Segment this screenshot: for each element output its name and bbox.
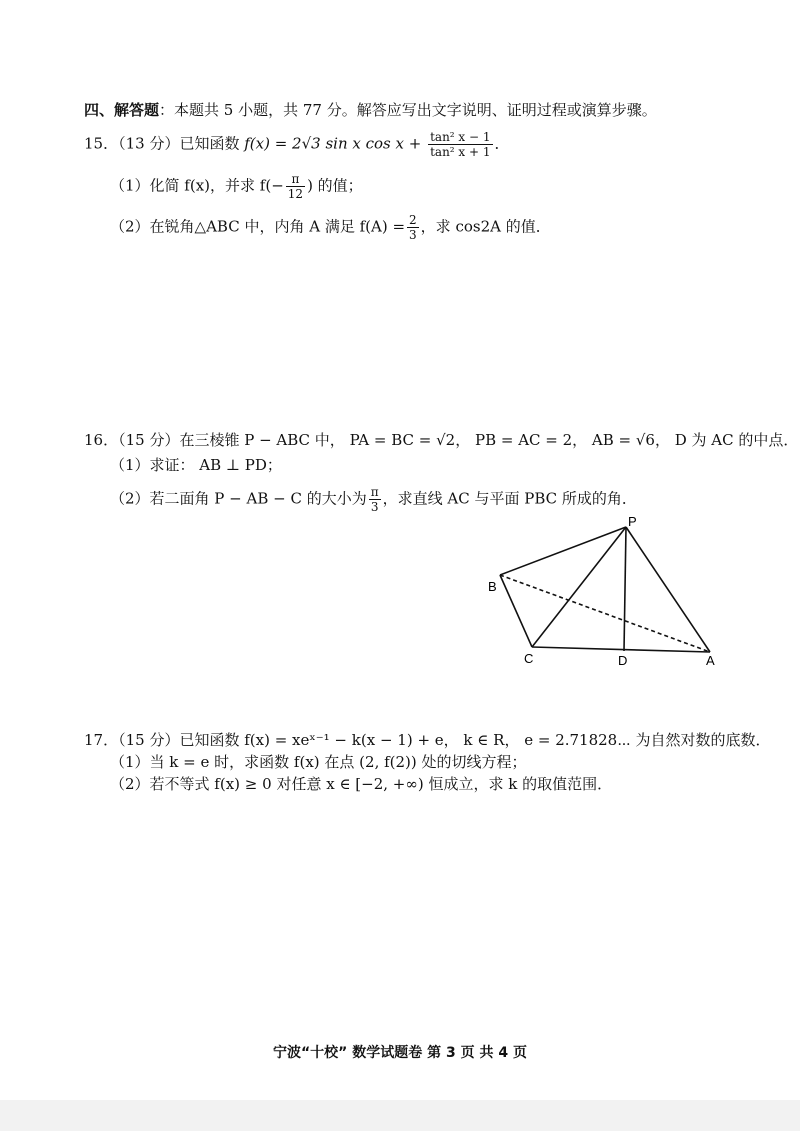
section-intro: ：本题共 5 小题，共 77 分。解答应写出文字说明、证明过程或演算步骤。 bbox=[159, 101, 657, 119]
q15-stem bbox=[84, 130, 510, 159]
q15-points: （13 分） bbox=[118, 134, 180, 153]
q15-part2-fraction bbox=[407, 213, 419, 242]
q15-part1-text-b: ) 的值； bbox=[307, 176, 363, 195]
q16-part2-text-a: （2）若二面角 P − AB − C 的大小为 bbox=[110, 489, 367, 508]
q16-part2 bbox=[110, 485, 637, 514]
edge-CA bbox=[532, 647, 710, 652]
label-B: B bbox=[488, 579, 497, 594]
q17-stem-text: 已知函数 f(x) = xeˣ⁻¹ − k(x − 1) + e， k ∈ R， e = 2.71828⋯ 为自然对数的底数． bbox=[179, 731, 771, 749]
edge-PA bbox=[626, 527, 710, 652]
q16-part2-den: 3 bbox=[370, 500, 379, 514]
q17-part1: （1）当 k = e 时，求函数 f(x) 在点 (2, f(2)) 处的切线方程； bbox=[110, 753, 527, 771]
q15-part1-text-a: （1）化简 f(x)，并求 f(− bbox=[110, 176, 284, 195]
q16-part2-text-b: ，求直线 AC 与平面 PBC 所成的角． bbox=[382, 489, 637, 508]
label-C: C bbox=[524, 651, 534, 666]
q16-number: 16． bbox=[84, 431, 119, 449]
q17-points: （15 分） bbox=[118, 731, 180, 749]
q15-part2-num: 2 bbox=[409, 213, 417, 227]
page-footer: 宁波“十校” 数学试题卷 第 3 页 共 4 页 bbox=[272, 1045, 527, 1061]
q15-frac-num: tan² x − 1 bbox=[430, 130, 491, 144]
segment-PD bbox=[624, 527, 626, 651]
q15-stem-text: 已知函数 bbox=[179, 134, 245, 153]
q16-part2-fraction bbox=[369, 485, 381, 514]
q17-part2: （2）若不等式 f(x) ≥ 0 对任意 x ∈ [−2, +∞) 恒成立，求 k 的取值范围． bbox=[110, 775, 613, 793]
edge-BA-hidden bbox=[500, 575, 710, 652]
q15-part2 bbox=[110, 213, 551, 242]
q16-part2-num: π bbox=[370, 485, 379, 499]
q15-part1-num: π bbox=[286, 172, 305, 187]
q17-number: 17． bbox=[84, 731, 119, 749]
q15-end: ． bbox=[494, 134, 510, 153]
label-P: P bbox=[628, 515, 637, 529]
q15-function: f(x) = 2√3 sin x cos x + bbox=[244, 134, 422, 153]
q16-stem bbox=[84, 430, 798, 450]
q16-part1: （1）求证： AB ⊥ PD； bbox=[110, 456, 282, 474]
section-heading: 四、解答题 bbox=[84, 101, 160, 119]
q15-frac-den: tan² x + 1 bbox=[430, 145, 491, 159]
q15-part2-text-a: （2）在锐角△ABC 中，内角 A 满足 f(A) = bbox=[110, 217, 406, 236]
q15-fraction bbox=[428, 130, 492, 159]
q15-part1 bbox=[110, 172, 363, 201]
section-header bbox=[84, 100, 657, 120]
q16-stem-text: 在三棱锥 P − ABC 中， PA = BC = √2， PB = AC = 2， AB = √6， D 为 AC 的中点． bbox=[179, 431, 799, 449]
label-D: D bbox=[618, 653, 628, 668]
pyramid-figure bbox=[480, 515, 730, 675]
q15-part2-text-b: ，求 cos2A 的值． bbox=[420, 217, 551, 236]
scan-bottom-edge bbox=[0, 1100, 800, 1131]
label-A: A bbox=[706, 653, 715, 668]
q15-part2-den: 3 bbox=[409, 228, 417, 242]
q16-points: （15 分） bbox=[118, 431, 180, 449]
q17-stem bbox=[84, 730, 771, 750]
q15-number: 15． bbox=[84, 134, 119, 153]
q15-part1-fraction bbox=[286, 172, 305, 201]
q15-part1-den: 12 bbox=[287, 187, 304, 201]
